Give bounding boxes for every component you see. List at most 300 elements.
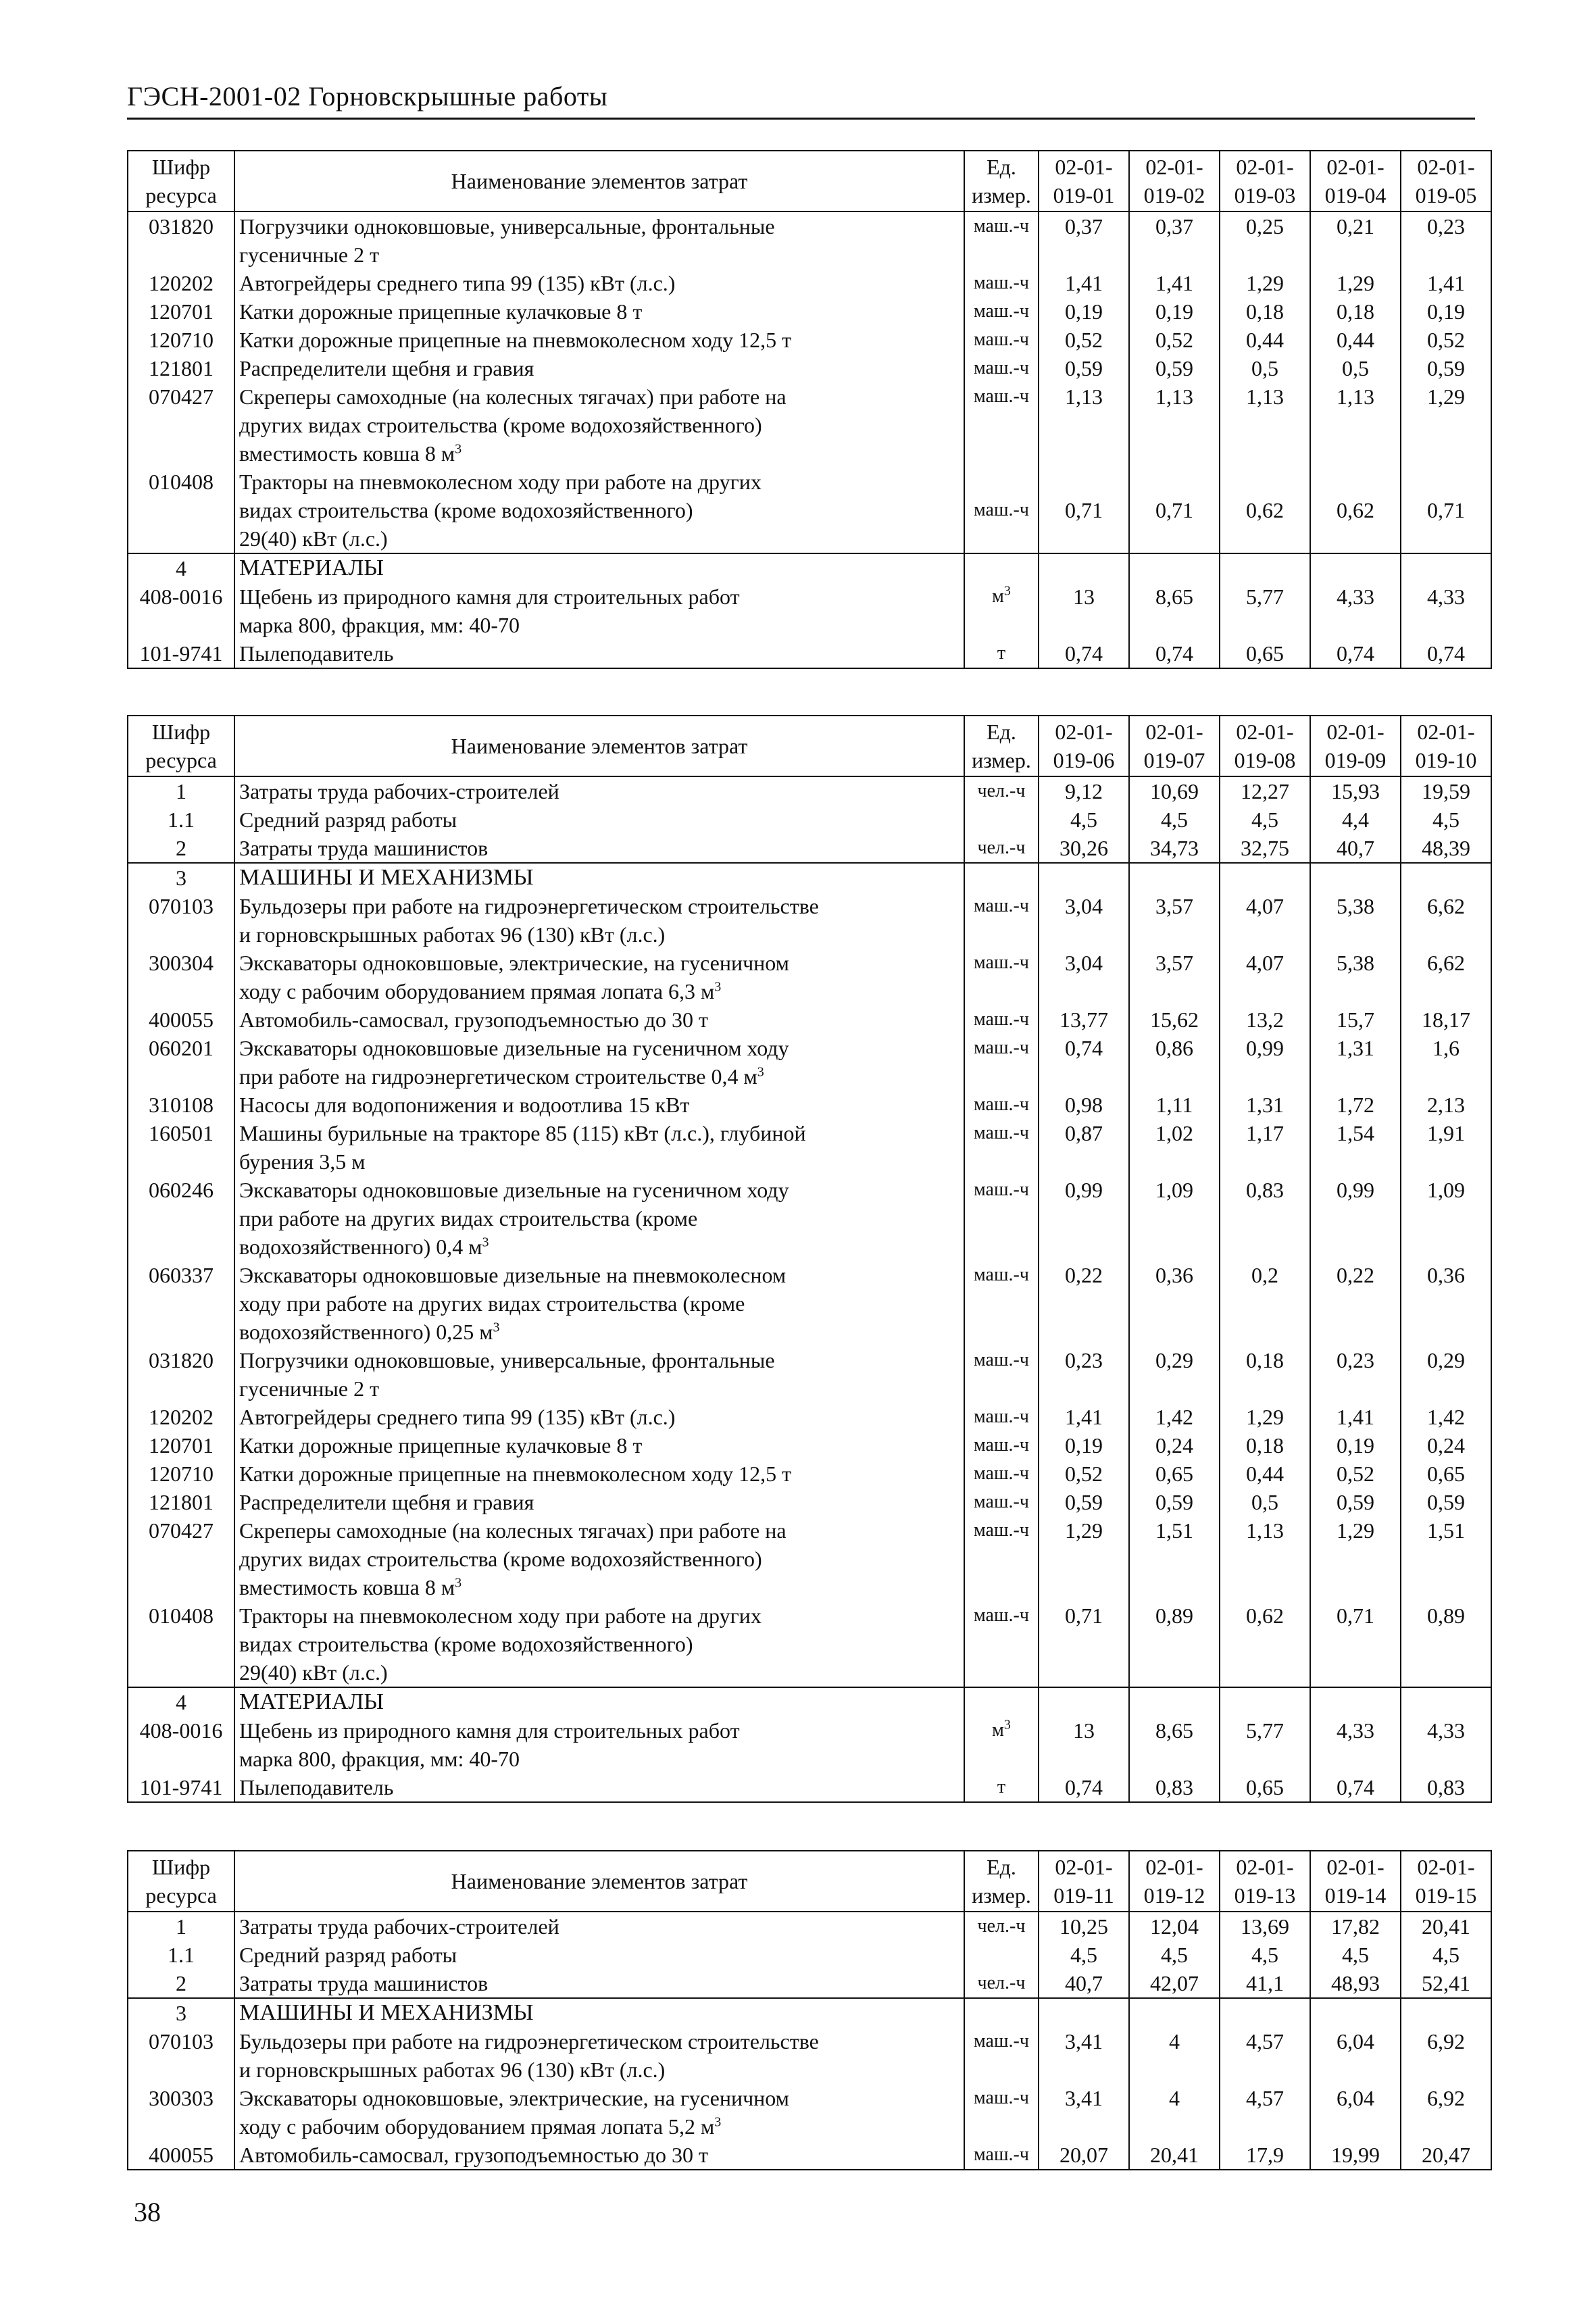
norm-value: 0,22 xyxy=(1310,1261,1401,1346)
name-line-text: Затраты труда рабочих-строителей xyxy=(239,1914,559,1939)
unit-text: т xyxy=(997,643,1006,664)
norm-value: 0,52 xyxy=(1039,1460,1129,1488)
name-line xyxy=(239,468,959,496)
norm-value: 13,77 xyxy=(1039,1005,1129,1034)
norm-value: 41,1 xyxy=(1220,1969,1310,1998)
unit xyxy=(964,211,1039,269)
norm-value: 0,19 xyxy=(1401,297,1491,326)
name-line-text: 29(40) кВт (л.с.) xyxy=(239,1660,388,1685)
norm-value: 6,92 xyxy=(1401,2084,1491,2141)
norm-value: 42,07 xyxy=(1129,1969,1220,1998)
cost-element-name xyxy=(234,1261,964,1346)
name-line-text: Экскаваторы одноковшовые дизельные на гусеничном ходу xyxy=(239,1178,789,1202)
name-line xyxy=(239,1460,959,1488)
norm-value: 13 xyxy=(1039,1716,1129,1773)
table-row xyxy=(128,1176,1491,1261)
norm-value: 8,65 xyxy=(1129,582,1220,639)
unit-text: маш.-ч xyxy=(974,386,1029,407)
name-line xyxy=(239,326,959,354)
resource-code: 120710 xyxy=(128,1460,234,1488)
unit-text: маш.-ч xyxy=(974,1435,1029,1455)
norm-value: 1,6 xyxy=(1401,1034,1491,1091)
norm-table-1 xyxy=(127,150,1492,669)
resource-code: 300303 xyxy=(128,2084,234,2141)
cost-element-name xyxy=(234,1716,964,1773)
table-row xyxy=(128,382,1491,468)
norm-value: 10,69 xyxy=(1129,776,1220,805)
name-line-text: других видах строительства (кроме водохозяйственного) xyxy=(239,413,762,437)
resource-code: 120701 xyxy=(128,1431,234,1460)
norm-value: 0,21 xyxy=(1310,211,1401,269)
name-line-text: Затраты труда машинистов xyxy=(239,836,489,860)
norm-value: 0,29 xyxy=(1129,1346,1220,1403)
norm-value: 0,59 xyxy=(1310,1488,1401,1516)
norm-value: 3,41 xyxy=(1039,2084,1129,2141)
norm-value: 0,74 xyxy=(1310,1773,1401,1802)
norm-value: 3,04 xyxy=(1039,949,1129,1005)
table-header-row xyxy=(128,716,1491,776)
table-row xyxy=(128,582,1491,639)
name-line-text: Бульдозеры при работе на гидроэнергетическом строительстве xyxy=(239,2029,819,2053)
name-line-text: вместимость ковша 8 м xyxy=(239,1575,455,1599)
section-row xyxy=(128,1998,1491,2027)
unit xyxy=(964,1773,1039,1802)
header-norm-column xyxy=(1129,151,1220,211)
cost-element-name xyxy=(234,776,964,805)
table-row xyxy=(128,1601,1491,1687)
name-line xyxy=(239,1403,959,1431)
name-line-text: Бульдозеры при работе на гидроэнергетическом строительстве xyxy=(239,894,819,918)
norm-value: 0,83 xyxy=(1401,1773,1491,1802)
name-line xyxy=(239,777,959,805)
unit-text: маш.-ч xyxy=(974,1491,1029,1512)
norm-value: 30,26 xyxy=(1039,834,1129,863)
unit-text: т xyxy=(997,1776,1006,1797)
name-line xyxy=(239,1969,959,1997)
resource-code: 310108 xyxy=(128,1091,234,1119)
header-norm-column xyxy=(1310,151,1401,211)
table-header-row xyxy=(128,151,1491,211)
cost-element-name xyxy=(234,1912,964,1941)
header-norm-column xyxy=(1310,716,1401,776)
norm-value: 4,5 xyxy=(1401,805,1491,834)
page-header xyxy=(127,70,1475,120)
norm-value xyxy=(1401,553,1491,582)
norm-value: 1,13 xyxy=(1039,382,1129,468)
resource-code: 121801 xyxy=(128,1488,234,1516)
norm-value: 0,74 xyxy=(1129,639,1220,668)
unit-text: маш.-ч xyxy=(974,329,1029,350)
norm-value: 1,09 xyxy=(1401,1176,1491,1261)
name-line xyxy=(239,1688,959,1716)
norm-value: 4,57 xyxy=(1220,2027,1310,2084)
name-line-text: при работе на гидроэнергетическом строительстве 0,4 м xyxy=(239,1064,757,1089)
name-line-text: Катки дорожные прицепные кулачковые 8 т xyxy=(239,299,643,324)
unit xyxy=(964,468,1039,553)
header-name: Наименование элементов затрат xyxy=(234,151,964,211)
header-unit-line: Ед. xyxy=(987,1855,1016,1879)
norm-value: 4,57 xyxy=(1220,2084,1310,2141)
norm-value: 1,13 xyxy=(1220,1516,1310,1601)
norm-table-2 xyxy=(127,715,1492,1803)
superscript: 3 xyxy=(757,1064,764,1080)
cost-element-name xyxy=(234,1488,964,1516)
cost-element-name xyxy=(234,2084,964,2141)
name-line xyxy=(239,524,959,553)
resource-code: 070427 xyxy=(128,1516,234,1601)
name-line xyxy=(239,1630,959,1658)
name-line xyxy=(239,1147,959,1176)
unit xyxy=(964,1261,1039,1346)
name-line-text: гусеничные 2 т xyxy=(239,243,380,267)
norm-value xyxy=(1129,863,1220,892)
name-line-text: марка 800, фракция, мм: 40-70 xyxy=(239,613,520,637)
cost-element-name xyxy=(234,2027,964,2084)
unit xyxy=(964,805,1039,834)
norm-value: 0,59 xyxy=(1129,1488,1220,1516)
unit-text: чел.-ч xyxy=(977,1916,1026,1937)
unit xyxy=(964,1941,1039,1969)
resource-code: 121801 xyxy=(128,354,234,382)
norm-value: 1,13 xyxy=(1310,382,1401,468)
header-norm-column xyxy=(1129,1851,1220,1912)
norm-value: 0,23 xyxy=(1401,211,1491,269)
norm-value: 1,42 xyxy=(1401,1403,1491,1431)
name-line-text: Катки дорожные прицепные на пневмоколесном ходу 12,5 т xyxy=(239,1462,792,1486)
unit-text: маш.-ч xyxy=(974,952,1029,973)
unit xyxy=(964,1403,1039,1431)
norm-code-line: 019-04 xyxy=(1324,183,1387,207)
unit xyxy=(964,1431,1039,1460)
norm-value: 1,29 xyxy=(1220,269,1310,297)
name-line xyxy=(239,1034,959,1062)
cost-element-name xyxy=(234,1941,964,1969)
name-line xyxy=(239,639,959,668)
norm-value: 34,73 xyxy=(1129,834,1220,863)
norm-value: 0,59 xyxy=(1401,1488,1491,1516)
resource-code: 408-0016 xyxy=(128,582,234,639)
resource-code: 120710 xyxy=(128,326,234,354)
table-row xyxy=(128,2141,1491,2170)
resource-code: 2 xyxy=(128,834,234,863)
norm-value: 0,59 xyxy=(1129,354,1220,382)
norm-value: 4,5 xyxy=(1039,805,1129,834)
resource-code: 070103 xyxy=(128,892,234,949)
name-line xyxy=(239,439,959,468)
table-row xyxy=(128,297,1491,326)
norm-value: 0,52 xyxy=(1039,326,1129,354)
norm-code-line: 019-12 xyxy=(1143,1883,1205,1908)
name-line xyxy=(239,1545,959,1573)
norm-value: 15,7 xyxy=(1310,1005,1401,1034)
unit xyxy=(964,2084,1039,2141)
unit xyxy=(964,326,1039,354)
cost-element-name xyxy=(234,468,964,553)
norm-value xyxy=(1310,553,1401,582)
table-row xyxy=(128,1773,1491,1802)
unit-text: маш.-ч xyxy=(974,301,1029,322)
norm-value: 0,59 xyxy=(1401,354,1491,382)
norm-value: 0,98 xyxy=(1039,1091,1129,1119)
header-unit-line: измер. xyxy=(972,183,1031,207)
name-line-text: Пылеподавитель xyxy=(239,641,394,666)
norm-value: 0,2 xyxy=(1220,1261,1310,1346)
section-row xyxy=(128,1687,1491,1716)
norm-value: 1,41 xyxy=(1401,269,1491,297)
norm-value: 1,41 xyxy=(1039,1403,1129,1431)
norm-value: 0,62 xyxy=(1310,468,1401,553)
unit xyxy=(964,354,1039,382)
unit-text: маш.-ч xyxy=(974,499,1029,520)
norm-value: 1,31 xyxy=(1310,1034,1401,1091)
norm-code-line: 02-01- xyxy=(1236,720,1294,744)
norm-value: 0,19 xyxy=(1310,1431,1401,1460)
norm-value xyxy=(1039,1998,1129,2027)
norm-value: 4,5 xyxy=(1401,1941,1491,1969)
norm-value: 17,82 xyxy=(1310,1912,1401,1941)
name-line xyxy=(239,1261,959,1289)
name-line xyxy=(239,411,959,439)
norm-value: 0,29 xyxy=(1401,1346,1491,1403)
norm-value: 0,23 xyxy=(1310,1346,1401,1403)
norm-value: 6,92 xyxy=(1401,2027,1491,2084)
norm-value: 0,36 xyxy=(1129,1261,1220,1346)
table-row xyxy=(128,1403,1491,1431)
superscript: 3 xyxy=(714,979,722,995)
norm-value: 4 xyxy=(1129,2084,1220,2141)
norm-value: 0,24 xyxy=(1129,1431,1220,1460)
name-line xyxy=(239,2084,959,2112)
norm-code-line: 019-06 xyxy=(1053,748,1115,772)
header-norm-column xyxy=(1310,1851,1401,1912)
name-line xyxy=(239,212,959,241)
norm-value: 5,38 xyxy=(1310,949,1401,1005)
norm-value: 13 xyxy=(1039,582,1129,639)
norm-value: 0,74 xyxy=(1039,639,1129,668)
norm-value: 0,74 xyxy=(1401,639,1491,668)
unit xyxy=(964,2141,1039,2170)
resource-code: 101-9741 xyxy=(128,639,234,668)
unit xyxy=(964,1998,1039,2027)
header-name: Наименование элементов затрат xyxy=(234,716,964,776)
name-line-text: видах строительства (кроме водохозяйственного) xyxy=(239,498,693,522)
norm-value xyxy=(1310,1998,1401,2027)
norm-value: 1,41 xyxy=(1039,269,1129,297)
norm-value: 5,38 xyxy=(1310,892,1401,949)
norm-value: 5,77 xyxy=(1220,582,1310,639)
name-line xyxy=(239,496,959,524)
norm-value: 20,47 xyxy=(1401,2141,1491,2170)
cost-element-name xyxy=(234,211,964,269)
header-norm-column xyxy=(1401,1851,1491,1912)
norm-value: 8,65 xyxy=(1129,1716,1220,1773)
name-line-text: МАТЕРИАЛЫ xyxy=(239,555,384,580)
name-line xyxy=(239,1716,959,1745)
name-line-text: Затраты труда рабочих-строителей xyxy=(239,779,559,803)
table-row xyxy=(128,1431,1491,1460)
cost-element-name xyxy=(234,1773,964,1802)
name-line xyxy=(239,241,959,269)
cost-element-name xyxy=(234,1346,964,1403)
unit xyxy=(964,1516,1039,1601)
resource-code: 060201 xyxy=(128,1034,234,1091)
resource-code: 3 xyxy=(128,863,234,892)
name-line-text: Скреперы самоходные (на колесных тягачах) при работе на xyxy=(239,384,787,409)
norm-code-line: 02-01- xyxy=(1326,720,1385,744)
norm-value: 0,19 xyxy=(1129,297,1220,326)
cost-element-name xyxy=(234,1119,964,1176)
cost-element-name xyxy=(234,1091,964,1119)
resource-code: 060337 xyxy=(128,1261,234,1346)
name-line-text: Щебень из природного камня для строительных работ xyxy=(239,1718,740,1743)
norm-value: 0,99 xyxy=(1220,1034,1310,1091)
superscript: 3 xyxy=(714,2114,722,2130)
name-line-text: Распределители щебня и гравия xyxy=(239,1490,534,1514)
unit-text: маш.-ч xyxy=(974,357,1029,378)
norm-value: 3,04 xyxy=(1039,892,1129,949)
norm-value: 19,99 xyxy=(1310,2141,1401,2170)
norm-value: 0,74 xyxy=(1039,1773,1129,1802)
name-line-text: Погрузчики одноковшовые, универсальные, фронтальные xyxy=(239,1348,775,1372)
norm-value: 0,5 xyxy=(1220,354,1310,382)
resource-code: 031820 xyxy=(128,1346,234,1403)
norm-value: 0,44 xyxy=(1220,1460,1310,1488)
header-norm-column xyxy=(1039,1851,1129,1912)
name-line xyxy=(239,1941,959,1969)
name-line-text: вместимость ковша 8 м xyxy=(239,441,455,466)
norm-code-line: 019-03 xyxy=(1234,183,1296,207)
name-line xyxy=(239,2027,959,2056)
norm-value: 0,74 xyxy=(1310,639,1401,668)
name-line-text: гусеничные 2 т xyxy=(239,1376,380,1401)
norm-value: 0,99 xyxy=(1039,1176,1129,1261)
norm-value: 0,62 xyxy=(1220,468,1310,553)
norm-value: 48,39 xyxy=(1401,834,1491,863)
cost-element-name xyxy=(234,2141,964,2170)
resource-code: 120202 xyxy=(128,269,234,297)
norm-value: 0,19 xyxy=(1039,297,1129,326)
unit-text: маш.-ч xyxy=(974,1406,1029,1427)
name-line xyxy=(239,864,959,892)
norm-value: 0,22 xyxy=(1039,1261,1129,1346)
norm-value: 0,65 xyxy=(1220,639,1310,668)
table-row xyxy=(128,354,1491,382)
unit-text: маш.-ч xyxy=(974,1463,1029,1484)
norm-value xyxy=(1401,863,1491,892)
norm-code-line: 02-01- xyxy=(1236,155,1294,179)
table-row xyxy=(128,1488,1491,1516)
norm-value: 1,02 xyxy=(1129,1119,1220,1176)
norm-value xyxy=(1039,553,1129,582)
header-unit-line: Ед. xyxy=(987,720,1016,744)
table-row xyxy=(128,326,1491,354)
norm-code-line: 019-14 xyxy=(1324,1883,1387,1908)
norm-value: 0,5 xyxy=(1310,354,1401,382)
norm-value: 0,71 xyxy=(1129,468,1220,553)
norm-value: 0,18 xyxy=(1220,1346,1310,1403)
norm-code-line: 019-02 xyxy=(1143,183,1205,207)
name-line xyxy=(239,554,959,582)
norm-value: 0,89 xyxy=(1129,1601,1220,1687)
norm-value: 0,18 xyxy=(1220,297,1310,326)
name-line xyxy=(239,949,959,977)
unit-text: маш.-ч xyxy=(974,1520,1029,1541)
unit xyxy=(964,1969,1039,1998)
resource-code: 031820 xyxy=(128,211,234,269)
superscript: 3 xyxy=(455,1575,462,1591)
name-line-text: ходу при работе на других видах строительства (кроме xyxy=(239,1291,745,1316)
cost-element-name xyxy=(234,1687,964,1716)
norm-code-line: 019-07 xyxy=(1143,748,1205,772)
unit-text: м xyxy=(992,586,1004,607)
resource-code: 010408 xyxy=(128,1601,234,1687)
name-line-text: Пылеподавитель xyxy=(239,1775,394,1799)
name-line-text: при работе на других видах строительства (кроме xyxy=(239,1206,698,1230)
norm-value: 4,33 xyxy=(1310,582,1401,639)
norm-value: 1,13 xyxy=(1129,382,1220,468)
unit-text: чел.-ч xyxy=(977,780,1026,801)
norm-value: 6,04 xyxy=(1310,2027,1401,2084)
resource-code: 1.1 xyxy=(128,805,234,834)
unit-text: маш.-ч xyxy=(974,895,1029,916)
header-code xyxy=(128,716,234,776)
name-line xyxy=(239,1062,959,1091)
table-row xyxy=(128,1091,1491,1119)
name-line xyxy=(239,297,959,326)
norm-value: 0,25 xyxy=(1220,211,1310,269)
name-line xyxy=(239,1176,959,1204)
norm-value: 2,13 xyxy=(1401,1091,1491,1119)
norm-value: 40,7 xyxy=(1310,834,1401,863)
norm-value: 0,19 xyxy=(1039,1431,1129,1460)
name-line-text: Машины бурильные на тракторе 85 (115) кВт (л.с.), глубиной xyxy=(239,1121,806,1145)
norm-value: 0,71 xyxy=(1039,1601,1129,1687)
superscript: 3 xyxy=(455,441,462,457)
norm-code-line: 019-05 xyxy=(1415,183,1477,207)
cost-element-name xyxy=(234,1460,964,1488)
norm-value: 17,9 xyxy=(1220,2141,1310,2170)
name-line-text: МАШИНЫ И МЕХАНИЗМЫ xyxy=(239,2000,534,2025)
norm-code-line: 02-01- xyxy=(1326,1855,1385,1879)
norm-value: 5,77 xyxy=(1220,1716,1310,1773)
cost-element-name xyxy=(234,1005,964,1034)
norm-value: 0,83 xyxy=(1129,1773,1220,1802)
resource-code: 300304 xyxy=(128,949,234,1005)
resource-code: 3 xyxy=(128,1998,234,2027)
cost-element-name xyxy=(234,269,964,297)
name-line xyxy=(239,382,959,411)
unit xyxy=(964,1912,1039,1941)
resource-code: 4 xyxy=(128,1687,234,1716)
norm-value xyxy=(1039,1687,1129,1716)
resource-code: 1 xyxy=(128,776,234,805)
unit xyxy=(964,949,1039,1005)
name-line-text: Тракторы на пневмоколесном ходу при работе на других xyxy=(239,1603,762,1628)
norm-value: 1,42 xyxy=(1129,1403,1220,1431)
unit xyxy=(964,1346,1039,1403)
header-norm-column xyxy=(1039,716,1129,776)
norm-code-line: 019-10 xyxy=(1415,748,1477,772)
norm-value: 0,18 xyxy=(1310,297,1401,326)
resource-code: 010408 xyxy=(128,468,234,553)
norm-value: 1,29 xyxy=(1401,382,1491,468)
name-line-text: Средний разряд работы xyxy=(239,807,457,832)
name-line xyxy=(239,1999,959,2027)
name-line-text: Катки дорожные прицепные на пневмоколесном ходу 12,5 т xyxy=(239,328,792,352)
name-line xyxy=(239,1091,959,1119)
norm-value: 1,29 xyxy=(1039,1516,1129,1601)
norm-value: 0,24 xyxy=(1401,1431,1491,1460)
